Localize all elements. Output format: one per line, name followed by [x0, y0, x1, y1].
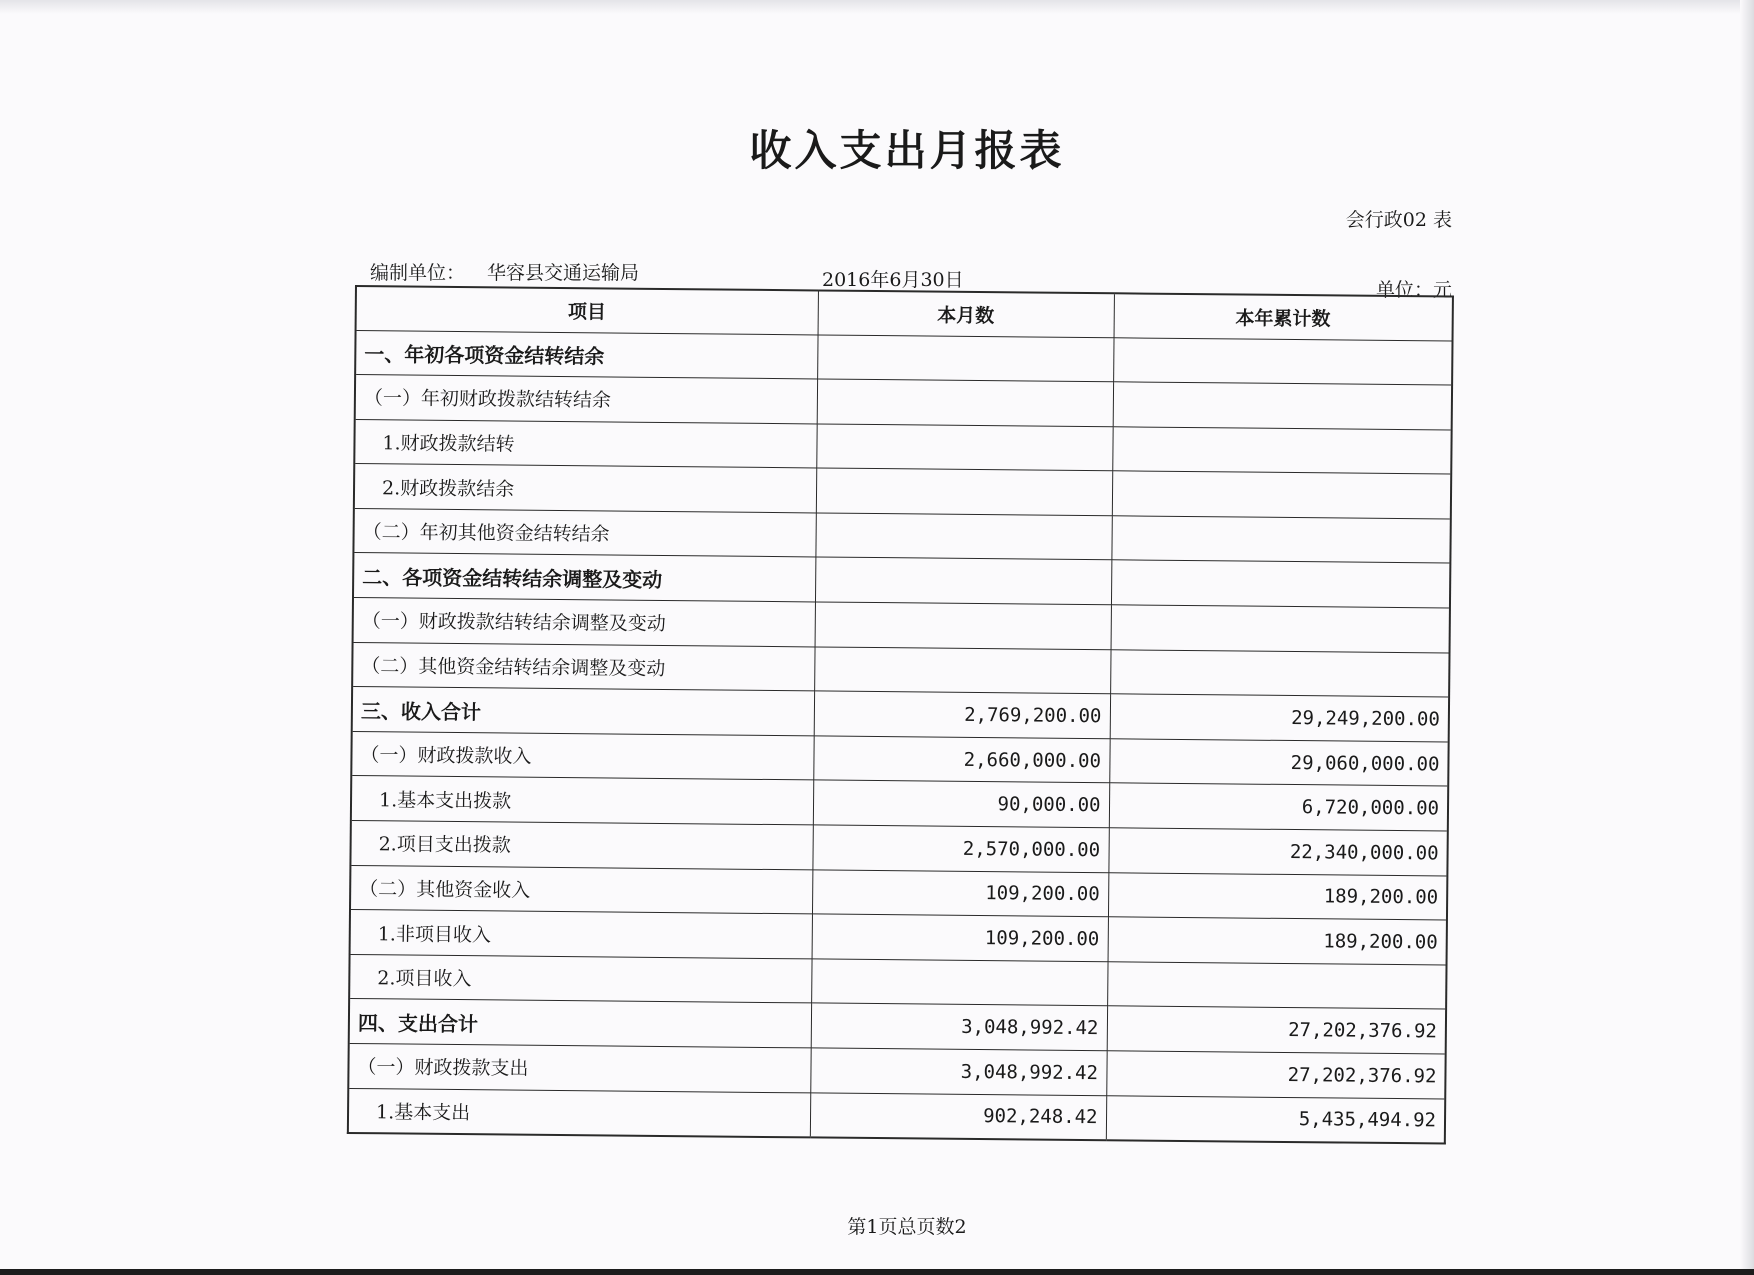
row-current-month-value [814, 647, 1110, 694]
row-current-month-value [816, 468, 1112, 515]
row-item-label: （二）年初其他资金结转结余 [353, 508, 815, 557]
column-header-item: 项目 [356, 286, 818, 334]
row-item-label: 2.财政拨款结余 [354, 464, 816, 513]
row-item-label: （二）其他资金收入 [350, 865, 812, 914]
row-item-label: 2.项目支出拨款 [350, 821, 812, 870]
row-year-to-date-value [1113, 382, 1452, 430]
row-item-label: 2.项目收入 [349, 954, 811, 1003]
row-item-label: 1.基本支出拨款 [351, 776, 813, 825]
row-current-month-value: 2,570,000.00 [812, 825, 1108, 872]
row-year-to-date-value [1111, 560, 1450, 608]
row-year-to-date-value: 27,202,376.92 [1106, 1051, 1445, 1099]
row-current-month-value [816, 424, 1112, 471]
row-year-to-date-value: 189,200.00 [1108, 872, 1447, 920]
row-item-label: 1.财政拨款结转 [354, 419, 816, 468]
row-current-month-value [815, 513, 1111, 560]
report-title: 收入支出月报表 [749, 126, 1065, 175]
row-year-to-date-value: 6,720,000.00 [1109, 783, 1448, 831]
report-table-container [347, 285, 1452, 1144]
row-item-label: 1.非项目收入 [350, 910, 812, 959]
row-year-to-date-value: 27,202,376.92 [1107, 1006, 1446, 1054]
row-year-to-date-value [1111, 516, 1450, 564]
row-current-month-value: 90,000.00 [813, 780, 1109, 827]
row-year-to-date-value [1107, 962, 1446, 1010]
row-year-to-date-value [1112, 426, 1451, 474]
row-year-to-date-value: 189,200.00 [1108, 917, 1447, 965]
page-footer: 第1页总页数2 [847, 1216, 967, 1238]
row-item-label: 1.基本支出 [348, 1088, 810, 1137]
row-current-month-value: 3,048,992.42 [811, 1003, 1107, 1050]
row-item-label: （一）年初财政拨款结转结余 [355, 375, 817, 424]
row-current-month-value: 2,769,200.00 [814, 691, 1110, 738]
row-item-label: 四、支出合计 [349, 999, 811, 1048]
preparing-unit [370, 258, 639, 285]
row-current-month-value: 2,660,000.00 [813, 736, 1109, 783]
scan-top-edge [0, 0, 1754, 14]
row-current-month-value: 109,200.00 [812, 914, 1108, 961]
row-current-month-value: 3,048,992.42 [810, 1048, 1106, 1095]
preparing-unit-value: 华容县交通运输局 [487, 262, 640, 284]
row-item-label: 三、收入合计 [352, 687, 814, 736]
row-item-label: （一）财政拨款收入 [351, 731, 813, 780]
row-item-label: 二、各项资金结转结余调整及变动 [353, 553, 815, 602]
row-year-to-date-value [1111, 605, 1450, 653]
report-date: 2016年6月30日 [822, 269, 964, 291]
table-row [348, 1088, 1445, 1143]
row-current-month-value: 109,200.00 [812, 870, 1108, 917]
row-year-to-date-value [1113, 337, 1452, 385]
row-current-month-value [811, 959, 1107, 1006]
preparing-unit-label: 编制单位： [370, 262, 466, 284]
row-year-to-date-value: 5,435,494.92 [1106, 1095, 1445, 1143]
row-current-month-value [815, 602, 1111, 649]
row-year-to-date-value: 29,060,000.00 [1109, 739, 1448, 787]
income-expenditure-table [347, 285, 1454, 1144]
currency-unit: 单位：元 [1375, 279, 1452, 301]
form-code: 会行政02 表 [1345, 209, 1452, 231]
row-year-to-date-value [1112, 471, 1451, 519]
row-item-label: （一）财政拨款支出 [348, 1043, 810, 1092]
row-item-label: 一、年初各项资金结转结余 [355, 330, 817, 379]
table-body [348, 286, 1453, 1143]
row-item-label: （一）财政拨款结转结余调整及变动 [353, 598, 815, 647]
row-current-month-value [817, 334, 1113, 381]
row-item-label: （二）其他资金结转结余调整及变动 [352, 642, 814, 691]
row-current-month-value [817, 379, 1113, 426]
row-current-month-value: 902,248.42 [810, 1093, 1106, 1140]
column-header-year-to-date: 本年累计数 [1114, 293, 1453, 340]
row-year-to-date-value: 29,249,200.00 [1110, 694, 1449, 742]
column-header-current-month: 本月数 [818, 290, 1114, 337]
row-current-month-value [815, 557, 1111, 604]
scan-right-edge [1740, 0, 1754, 1275]
scan-bottom-edge [0, 1269, 1754, 1275]
row-year-to-date-value: 22,340,000.00 [1108, 828, 1447, 876]
row-year-to-date-value [1110, 649, 1449, 697]
